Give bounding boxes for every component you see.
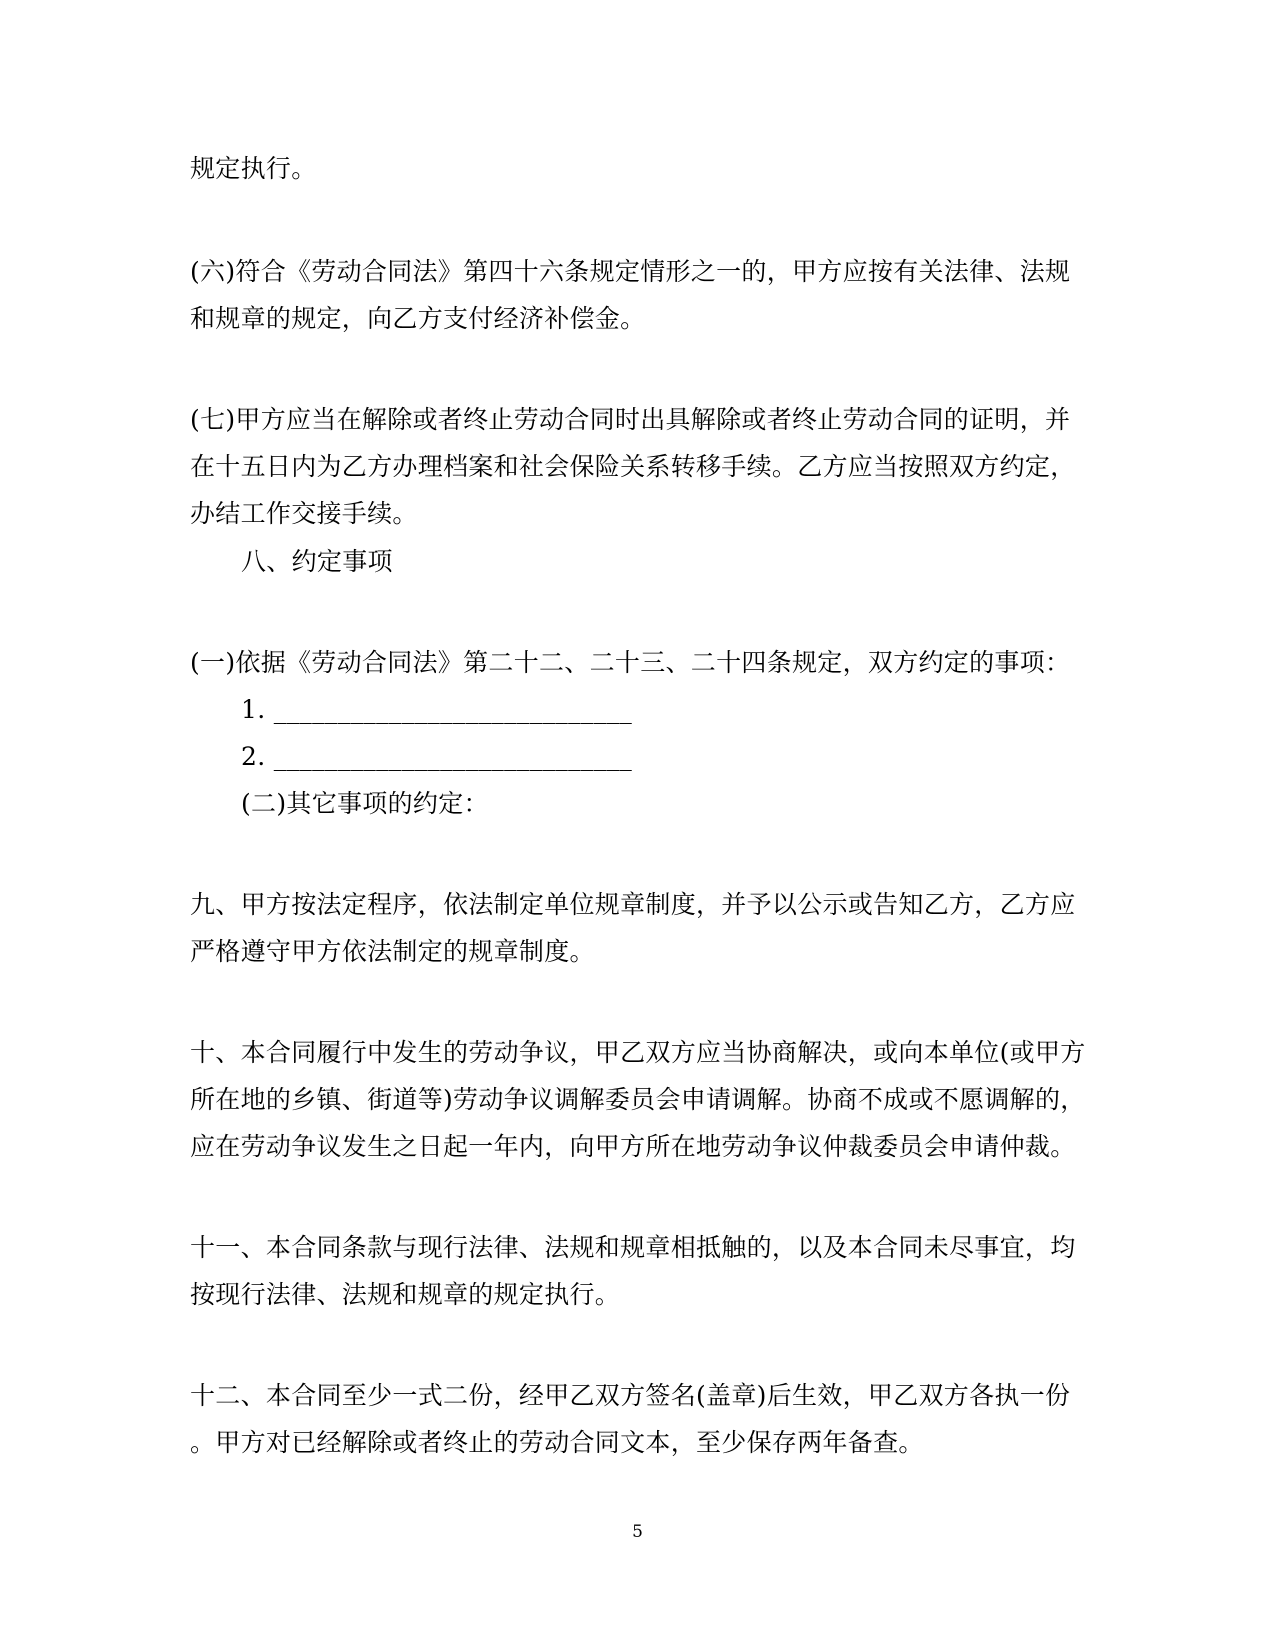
clause-7-line-2: 在十五日内为乙方办理档案和社会保险关系转移手续。乙方应当按照双方约定，: [190, 452, 1076, 481]
clause-7-line-3: 办结工作交接手续。: [190, 499, 418, 528]
section-10-line-2: 所在地的乡镇、街道等)劳动争议调解委员会申请调解。协商不成或不愿调解的，: [190, 1085, 1086, 1114]
section-11-line-1: 十一、本合同条款与现行法律、法规和规章相抵触的，以及本合同未尽事宜，均: [190, 1233, 1076, 1262]
text-line: 规定执行。: [190, 154, 317, 183]
clause-8-2-line: (二)其它事项的约定：: [241, 789, 489, 818]
section-8-heading: 八、约定事项: [241, 547, 393, 576]
section-11-line-2: 按现行法律、法规和规章的规定执行。: [190, 1280, 621, 1309]
clause-6-line-1: (六)符合《劳动合同法》第四十六条规定情形之一的，甲方应按有关法律、法规: [190, 257, 1071, 286]
section-12-line-1: 十二、本合同至少一式二份，经甲乙双方签名(盖章)后生效，甲乙双方各执一份: [190, 1381, 1071, 1410]
section-12-line-2: 。甲方对已经解除或者终止的劳动合同文本，至少保存两年备查。: [190, 1428, 924, 1457]
section-9-line-2: 严格遵守甲方依法制定的规章制度。: [190, 937, 595, 966]
page-number: 5: [632, 1522, 643, 1542]
section-9-line-1: 九、甲方按法定程序，依法制定单位规章制度，并予以公示或告知乙方，乙方应: [190, 890, 1076, 919]
blank-item-1: 1. ____________________________: [241, 695, 633, 724]
blank-item-2: 2. ____________________________: [241, 742, 633, 771]
clause-7-line-1: (七)甲方应当在解除或者终止劳动合同时出具解除或者终止劳动合同的证明，并: [190, 405, 1071, 434]
section-10-line-3: 应在劳动争议发生之日起一年内，向甲方所在地劳动争议仲裁委员会申请仲裁。: [190, 1132, 1076, 1161]
section-10-line-1: 十、本合同履行中发生的劳动争议，甲乙双方应当协商解决，或向本单位(或甲方: [190, 1038, 1086, 1067]
clause-6-line-2: 和规章的规定，向乙方支付经济补偿金。: [190, 304, 646, 333]
clause-8-1-line: (一)依据《劳动合同法》第二十二、二十三、二十四条规定，双方约定的事项：: [190, 648, 1071, 677]
